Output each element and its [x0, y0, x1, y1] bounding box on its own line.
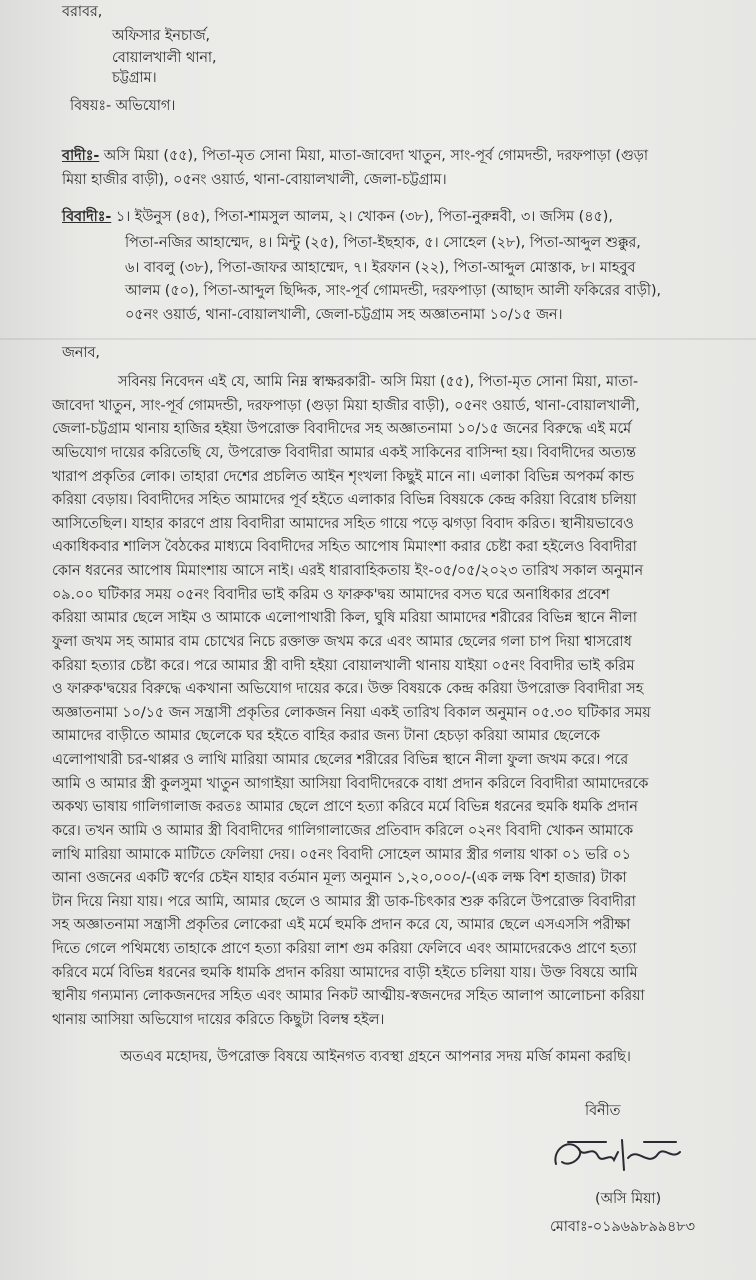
defendants-line-2: পিতা-নজির আহাম্মেদ, ৪। মিন্টু (২৫), পিতা-ইছহাক, ৫। সোহেল (২৮), পিতা-আব্দুল শুক্কুর, — [125, 235, 641, 251]
plaintiff-line-2: মিয়া হাজীর বাড়ী), ০৫নং ওয়ার্ড, থানা-বোয়ালখালী, জেলা-চট্টগ্রাম। — [62, 172, 447, 188]
body-line: এলোপাথারী চর-থাপ্পর ও লাথি মারিয়া আমার ছেলের শরীরের বিভিন্ন স্থানে নীলা ফুলা জখম করে। পরে — [52, 752, 629, 768]
closing-request: অতএব মহোদয়, উপরোক্ত বিষয়ে আইনগত ব্যবস্থা গ্রহনে আপনার সদয় মর্জি কামনা করছি। — [120, 1049, 631, 1065]
body-line: আসিতেছিল। যাহার কারণে প্রায় বিবাদীরা আমাদের সহিত গায়ে পড়ে ঝগড়া বিবাদ করিত। স্থানীয়ভাবেও — [52, 516, 634, 532]
address-district: চট্টগ্রাম। — [112, 70, 157, 86]
defendants-line-5: ০৫নং ওয়ার্ড, থানা-বোয়ালখালী, জেলা-চট্টগ্রাম সহ অজ্ঞাতনামা ১০/১৫ জন। — [125, 307, 563, 323]
body-line: জাবেদা খাতুন, সাং-পূর্ব গোমদন্ডী, দরফপাড়া (গুড়া মিয়া হাজীর বাড়ী), ০৫নং ওয়ার্ড, থানা-বোয়ালখালী, — [52, 398, 640, 414]
plaintiff-line-1 — [62, 146, 648, 166]
plaintiff-text: অসি মিয়া (৫৫), পিতা-মৃত সোনা মিয়া, মাতা-জাবেদা খাতুন, সাং-পূর্ব গোমদন্ডী, দরফপাড়া (গুড়া — [99, 148, 649, 164]
body-line: করে। তখন আমি ও আমার স্ত্রী বিবাদীদের গালিগালাজের প্রতিবাদ করিলে ০২নং বিবাদী খোকন আমাকে — [52, 823, 633, 839]
signatory-name: (অসি মিয়া) — [595, 1191, 662, 1207]
body-line: থানায় আসিয়া অভিযোগ দায়ের করিতে কিছুটা বিলম্ব হইল। — [52, 1012, 385, 1028]
body-line: দিতে গেলে পথিমধ্যে তাহাকে প্রাণে হত্যা করিয়া লাশ গুম করিয়া ফেলিবে এবং আমাদেরকেও প্রাণে হত্যা — [52, 941, 637, 957]
body-line: অভিযোগ দায়ের করিতেছি যে, উপরোক্ত বিবাদীরা আমার একই সাকিনের বাসিন্দা হয়। বিবাদীদের অত্যন্ত — [52, 445, 636, 461]
body-line: স্থানীয় গন্যমান্য লোকজনদের সহিত এবং আমার নিকট আত্মীয়-স্বজনদের সহিত আলাপ আলোচনা করিয়া — [52, 988, 645, 1004]
defendants-line-1 — [62, 207, 613, 227]
body-line: অজ্ঞাতনামা ১০/১৫ জন সন্ত্রাসী প্রকৃতির লোকজন নিয়া একই তারিখ বিকাল অনুমান ০৫.৩০ ঘটিকার সময় — [52, 705, 651, 721]
address-designation: অফিসার ইনচার্জ, — [112, 28, 211, 44]
body-line: করিয়া আমার ছেলে সাইম ও আমাকে এলোপাথারী কিল, ঘুষি মরিয়া আমাদের শরীরের বিভিন্ন স্থানে নীলা — [52, 610, 637, 626]
body-line: কোন ধরনের আপোষ মিমাংশায় আসে নাই। এরই ধারাবাহিকতায় ইং-০৫/০৫/২০২৩ তারিখ সকাল অনুমান — [52, 563, 644, 579]
body-line: ০৯.০০ ঘটিকার সময় ০৫নং বিবাদীর ভাই করিম ও ফারুক'দ্বয় আমাদের বসত ঘরে অনাধিকার প্রবেশ — [52, 587, 610, 603]
signature-block — [548, 1100, 728, 1260]
handwritten-signature — [548, 1130, 698, 1180]
body-line: করিবে মর্মে বিভিন্ন ধরনের হুমকি ধামকি প্রদান করিয়া আমাদের বাড়ী হইতে চলিয়া যায়। উক্ত বিষয়ে আমি — [52, 965, 638, 981]
body-line: সহ অজ্ঞাতনামা সন্ত্রাসী প্রকৃতির লোকেরা এই মর্মে হুমকি প্রদান করে যে, আমার ছেলে এসএসসি পরীক্ষা — [52, 917, 631, 933]
plaintiff-label: বাদীঃ- — [62, 148, 100, 164]
paper-fold — [0, 338, 756, 340]
body-line: একাধিকবার শালিস বৈঠকের মাধ্যমে বিবাদীদের সহিত আপোষ মিমাংশা করার চেষ্টা করা হইলেও বিবাদীরা — [52, 539, 637, 555]
body-line: টান দিয়ে নিয়া যায়। পরে আমি, আমার ছেলে ও আমার স্ত্রী ডাক-চিৎকার শুরু করিলে উপরোক্ত বিবাদীরা — [52, 894, 636, 910]
body-line: অকথ্য ভাষায় গালিগালাজ করতঃ আমার ছেলে প্রাণে হত্যা করিবে মর্মে বিভিন্ন ধরনের হুমকি ধমকি প্রদান — [52, 799, 638, 815]
body-line: লাথি মারিয়া আমাকে মাটিতে ফেলিয়া দেয়। ০৫নং বিবাদী সোহেল আমার স্ত্রীর গলায় থাকা ০১ ভরি ০১ — [52, 847, 631, 863]
body-line: ও ফারুক'দ্বয়ের বিরুদ্ধে একখানা অভিযোগ দায়ের করে। উক্ত বিষয়কে কেন্দ্র করিয়া উপরোক্ত বিবাদীরা সহ — [52, 681, 644, 697]
salutation: জনাব, — [62, 345, 100, 361]
body-line: আনা ওজনের একটি স্বর্ণের চেইন যাহার বর্তমান মূল্য অনুমান ১,২০,০০০/-(এক লক্ষ বিশ হাজার) টাকা — [52, 870, 627, 886]
body-line: খারাপ প্রকৃতির লোক। তাহারা দেশের প্রচলিত আইন শৃংখলা কিছুই মানে না। এলাকা বিভিন্ন অপকর্ম কান্ড — [52, 469, 634, 485]
defendants-line-4: আলম (৫০), পিতা-আব্দুল ছিদ্দিক, সাং-পূর্ব গোমদন্ডী, দরফপাড়া (আছাদ আলী ফকিরের বাড়ী), — [125, 283, 662, 299]
signoff-text: বিনীত — [585, 1103, 621, 1119]
body-line: ফুলা জখম সহ আমার বাম চোখের নিচে রক্তাক্ত জখম করে এবং আমার ছেলের গলা চাপ দিয়া শ্বাসরোধ — [52, 634, 632, 650]
defendants-text: ১। ইউনুস (৪৫), পিতা-শামসুল আলম, ২। খোকন (৩৮), পিতা-নুরুন্নবী, ৩। জসিম (৪৫), — [111, 209, 613, 225]
body-line: জেলা-চট্টগ্রাম থানায় হাজির হইয়া উপরোক্ত বিবাদীদের সহ অজ্ঞাতনামা ১০/১৫ জনের বিরুদ্ধে এই মর্মে — [52, 421, 632, 437]
body-line: করিয়া বেড়ায়। বিবাদীদের সহিত আমাদের পূর্ব হইতে এলাকার বিভিন্ন বিষয়কে কেন্দ্র করিয়া বিরোধ চলিয়া — [52, 492, 637, 508]
body-line: আমাদের বাড়ীতে আমার ছেলেকে ঘর হইতে বাহির করার জন্য টানা হেচড়া করিয়া আমার ছেলেকে — [52, 728, 600, 744]
body-line: সবিনয় নিবেদন এই যে, আমি নিম্ন স্বাক্ষরকারী- অসি মিয়া (৫৫), পিতা-মৃত সোনা মিয়া, মাতা- — [118, 374, 639, 390]
address-to: বরাবর, — [62, 4, 103, 20]
subject-line: বিষয়ঃ- অভিযোগ। — [70, 98, 176, 114]
defendants-line-3: ৬। বাবলু (৩৮), পিতা-জাফর আহাম্মেদ, ৭। ইরফান (২২), পিতা-আব্দুল মোস্তাক, ৮। মাহবুব — [125, 260, 636, 276]
phone-number: মোবাঃ-০১৯৬৯৮৯৯৪৮৩ — [550, 1219, 695, 1235]
body-line: আমি ও আমার স্ত্রী কুলসুমা খাতুন আগাইয়া আসিয়া বিবাদীদেরকে বাধা প্রদান করিলে বিবাদীরা আমাদেরকে — [52, 776, 649, 792]
defendants-label: বিবাদীঃ- — [62, 209, 112, 225]
address-station: বোয়ালখালী থানা, — [112, 50, 217, 66]
body-line: করিয়া হত্যার চেষ্টা করে। পরে আমার স্ত্রী বাদী হইয়া বোয়ালখালী থানায় যাইয়া ০৫নং বিবাদীর ভাই করিম — [52, 658, 635, 674]
